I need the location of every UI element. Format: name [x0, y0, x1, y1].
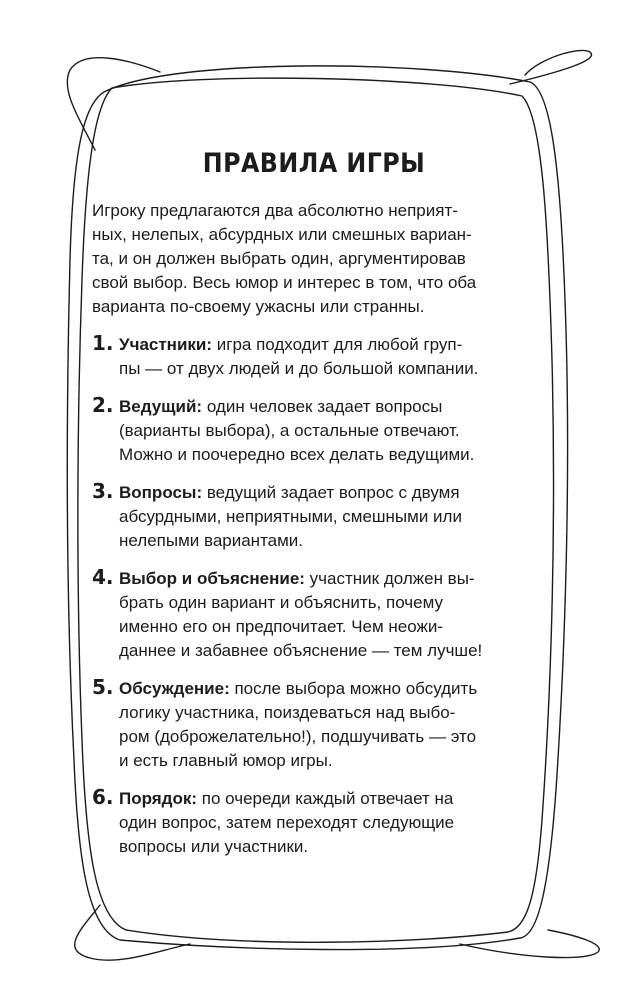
rule-line: один вопрос, затем переходят следующие	[119, 813, 455, 832]
rule-line: даннее и забавнее объяснение — тем лучше!	[119, 641, 483, 660]
intro-line: свой выбор. Весь юмор и интерес в том, что оба	[92, 273, 477, 292]
rule-item-host	[92, 395, 536, 467]
rule-term: Обсуждение:	[119, 679, 230, 698]
intro-line: та, и он должен выбрать один, аргументировав	[92, 249, 466, 268]
rule-first-line	[119, 481, 536, 505]
rule-term: Вопросы:	[119, 483, 203, 502]
page-title: ПРАВИЛА ИГРЫ	[202, 148, 426, 179]
rule-first-line	[119, 333, 536, 357]
rule-number: 6.	[92, 785, 114, 809]
rule-text: участник должен вы-	[304, 569, 475, 588]
rule-item-discussion	[92, 677, 536, 773]
rule-term: Участники:	[119, 335, 213, 354]
rule-line: брать один вариант и объяснить, почему	[119, 593, 443, 612]
rule-term: Выбор и объяснение:	[119, 569, 305, 588]
rule-first-line	[119, 567, 536, 591]
rule-first-line	[119, 677, 536, 701]
rule-line: ром (доброжелательно!), подшучивать — это	[119, 727, 477, 746]
intro-line: ных, нелепых, абсурдных или смешных вариан-	[92, 225, 472, 244]
rule-item-questions	[92, 481, 536, 553]
rule-text: ведущий задает вопрос с двумя	[202, 483, 460, 502]
rule-line: вопросы или участники.	[119, 837, 309, 856]
frame-loop-top-right	[510, 50, 592, 84]
rule-number: 5.	[92, 675, 114, 699]
rule-line: абсурдными, неприятными, смешными или	[119, 507, 462, 526]
rule-first-line	[119, 787, 536, 811]
rule-line: пы — от двух людей и до большой компании.	[119, 359, 479, 378]
rule-term: Ведущий:	[119, 397, 203, 416]
rule-text: игра подходит для любой груп-	[212, 335, 463, 354]
rule-line: и есть главный юмор игры.	[119, 751, 333, 770]
rule-text: по очереди каждый отвечает на	[197, 789, 454, 808]
frame-loop-bottom-left	[75, 905, 190, 960]
rule-line: именно его он предпочитает. Чем неожи-	[119, 617, 444, 636]
rule-number: 2.	[92, 393, 114, 417]
rule-item-order	[92, 787, 536, 859]
rule-text: один человек задает вопросы	[202, 397, 443, 416]
intro-line: Игроку предлагаются два абсолютно неприят-	[92, 201, 458, 220]
rule-number: 1.	[92, 331, 114, 355]
rule-text: после выбора можно обсудить	[229, 679, 478, 698]
rule-item-participants	[92, 333, 536, 381]
rule-first-line	[119, 395, 536, 419]
rule-line: логику участника, поиздеваться над выбо-	[119, 703, 456, 722]
rule-line: нелепыми вариантами.	[119, 531, 304, 550]
rule-item-choice	[92, 567, 536, 663]
rule-number: 4.	[92, 565, 114, 589]
intro-paragraph	[92, 199, 536, 319]
rule-line: Можно и поочередно всех делать ведущими.	[119, 445, 475, 464]
intro-line: варианта по-своему ужасны или странны.	[92, 297, 425, 316]
rules-content	[92, 148, 536, 873]
rule-number: 3.	[92, 479, 114, 503]
rule-line: (варианты выбора), а остальные отвечают.	[119, 421, 460, 440]
rule-term: Порядок:	[119, 789, 198, 808]
